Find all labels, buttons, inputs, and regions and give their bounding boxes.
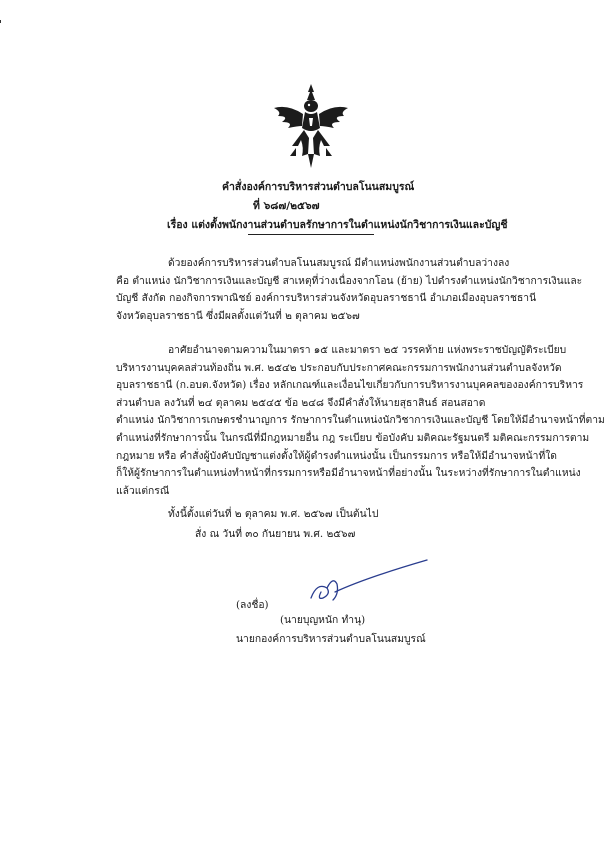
paragraph-line: คือ ตำแหน่ง นักวิชาการเงินและบัญชี สาเหตุที่ว่างเนื่องจากโอน (ย้าย) ไปดำรงตำแหน่งนักวิชาการเงินและ [116,274,583,287]
paragraph-authority [116,342,605,500]
handwritten-signature [305,558,430,610]
scan-mark [0,20,1,23]
paragraph-line: แล้วแต่กรณี [116,484,170,497]
signatory-position: นายกองค์การบริหารส่วนตำบลโนนสมบูรณ์ [236,633,426,645]
order-number: ที่ ๖๘๗/๒๕๖๗ [253,200,320,212]
paragraph-line: ด้วยองค์การบริหารส่วนตำบลโนนสมบูรณ์ มีตำแหน่งพนักงานส่วนตำบลว่างลง [168,257,510,269]
paragraph-line: ตำแหน่ง นักวิชาการเกษตรชำนาญการ รักษาการในตำแหน่งนักวิชาการเงินและบัญชี โดยให้มีอำนาจหน้าที่ตาม [116,414,605,427]
paragraph-line: ตำแหน่งที่รักษาการนั้น ในกรณีที่มีกฎหมายอื่น กฎ ระเบียบ ข้อบังคับ มติคณะรัฐมนตรี มติคณะกรรมการตาม [116,431,590,444]
garuda-emblem-icon [268,82,354,172]
paragraph-line: ก็ให้ผู้รักษาการในตำแหน่งทำหน้าที่กรรมการหรือมีอำนาจหน้าที่อย่างนั้น ในระหว่างที่รักษาการในตำแหน่ง [116,467,581,480]
paragraph-line: กฎหมาย หรือ คำสั่งผู้บังคับบัญชาแต่งตั้งให้ผู้ดำรงตำแหน่งนั้น เป็นกรรมการ หรือให้มีอำนาจหน้าที่ใด [116,449,557,462]
order-subject: เรื่อง แต่งตั้งพนักงานส่วนตำบลรักษาการในตำแหน่งนักวิชาการเงินและบัญชี [167,219,508,231]
paragraph-line: บัญชี สังกัด กองกิจการพาณิชย์ องค์การบริหารส่วนจังหวัดอุบลราชธานี อำเภอเมืองอุบลราชธานี [116,292,537,305]
effective-date: ทั้งนี้ตั้งแต่วันที่ ๒ ตุลาคม พ.ศ. ๒๕๖๗ เป็นต้นไป [168,508,379,520]
paragraph-line: บริหารงานบุคคลส่วนท้องถิ่น พ.ศ. ๒๕๔๒ ประกอบกับประกาศคณะกรรมการพนักงานส่วนตำบลจังหวัด [116,361,562,374]
paragraph-line: ส่วนตำบล ลงวันที่ ๒๔ ตุลาคม ๒๕๔๕ ข้อ ๒๔๘ จึงมีคำสั่งให้นายสุธาสินธ์ สอนสอาด [116,396,486,409]
order-title: คำสั่งองค์การบริหารส่วนตำบลโนนสมบูรณ์ [222,181,415,193]
divider-rule [248,234,374,235]
paragraph-line: อุบลราชธานี (ก.อบต.จังหวัด) เรื่อง หลักเกณฑ์และเงื่อนไขเกี่ยวกับการบริหารงานบุคคลขององค์การบริหาร [116,379,584,392]
paragraph-vacancy [116,255,583,325]
ordered-date: สั่ง ณ วันที่ ๓๐ กันยายน พ.ศ. ๒๕๖๗ [195,528,356,540]
paragraph-line: จังหวัดอุบลราชธานี ซึ่งมีผลตั้งแต่วันที่ ๒ ตุลาคม ๒๕๖๗ [116,309,360,322]
sign-label: (ลงชื่อ) [236,599,269,611]
signatory-name: (นายบุญหนัก ทำนุ) [280,614,366,626]
paragraph-line: อาศัยอำนาจตามความในมาตรา ๑๕ และมาตรา ๒๕ วรรคท้าย แห่งพระราชบัญญัติระเบียบ [168,344,567,356]
